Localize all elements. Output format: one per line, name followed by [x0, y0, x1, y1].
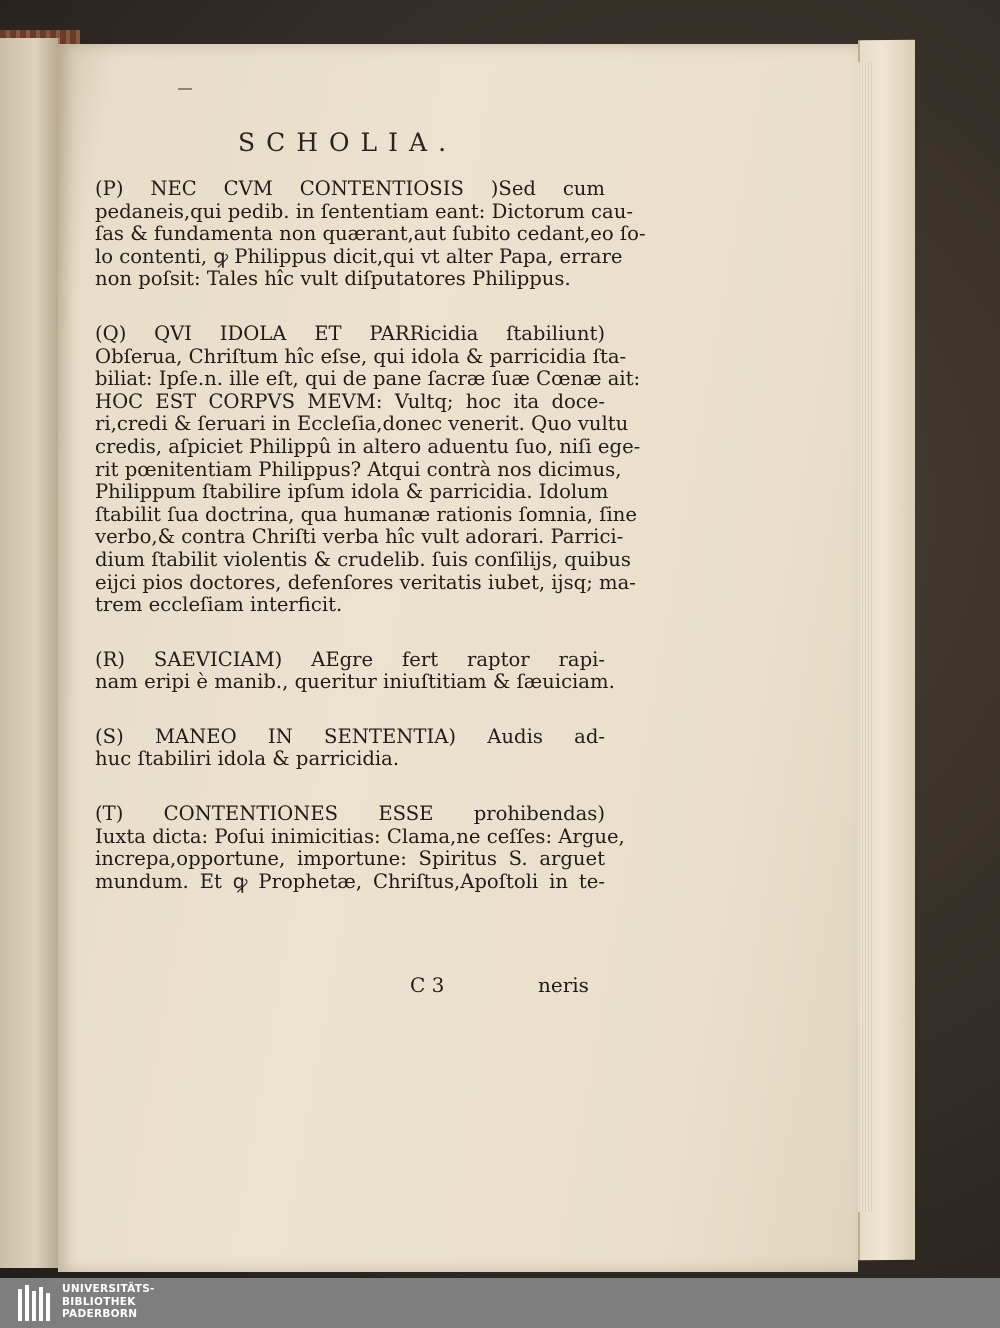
catchword: neris	[538, 973, 589, 997]
text-line: non poſsit: Tales hîc vult diſputatores Philippus.	[95, 267, 571, 291]
library-name-line: UNIVERSITÄTS-	[62, 1283, 155, 1295]
text-line: ſtabilit ſua doctrina, qua humanæ rationis ſomnia, ſine	[95, 502, 637, 526]
text-line: (Q) QVI IDOLA ET PARRicidia ſtabiliunt)	[95, 321, 605, 345]
text-line: (P) NEC CVM CONTENTIOSIS )Sed cum	[95, 177, 605, 200]
text-line: increpa,opportune, importune: Spiritus S. arguet	[95, 847, 605, 871]
text-line: ſas & fundamenta non quærant,aut ſubito cedant,eo ſo-	[95, 222, 646, 246]
text-line: trem eccleſiam interficit.	[95, 593, 343, 617]
text-line: HOC EST CORPVS MEVM: Vultq; hoc ita doce-	[95, 389, 605, 413]
library-name-line: BIBLIOTHEK	[62, 1295, 136, 1308]
text-line: huc ſtabiliri idola & parricidia.	[95, 747, 400, 771]
text-line: rit pœnitentiam Philippus? Atqui contrà nos dicimus,	[95, 457, 622, 481]
library-name	[62, 1283, 155, 1321]
text-line: ri,credi & ſeruari in Eccleſia,donec venerit. Quo vultu	[95, 412, 629, 436]
text-line: (T) CONTENTIONES ESSE prohibendas)	[95, 802, 605, 826]
text-line: eijci pios doctores, defenſores veritatis iubet, ijsq; ma-	[95, 570, 636, 594]
text-line: verbo,& contra Chriſti verba hîc vult adorari. Parrici-	[95, 525, 624, 549]
pencil-mark	[178, 88, 192, 90]
text-line: mundum. Et ꝙ Prophetæ, Chriſtus,Apoſtoli in te-	[95, 869, 605, 893]
text-line: (R) SAEVICIAM) AEgre fert raptor rapi-	[95, 647, 605, 671]
text-line: dium ſtabilit violentis & crudelib. ſuis conſilijs, quibus	[95, 547, 631, 571]
scholion-entry-q	[95, 321, 641, 617]
page-header: SCHOLIA.	[238, 128, 458, 157]
scholion-entry-r	[95, 647, 615, 694]
text-line: (S) MANEO IN SENTENTIA) Audis ad-	[95, 724, 605, 748]
library-name-line: PADERBORN	[62, 1308, 138, 1320]
scholion-entry-s	[95, 726, 605, 771]
text-line: lo contenti, ꝙ Philippus dicit,qui vt alter Papa, errare	[95, 244, 623, 268]
signature-mark: C 3	[410, 973, 445, 997]
library-logo-icon	[18, 1285, 52, 1321]
scholion-entry-p	[95, 177, 646, 291]
scholion-entry-t	[95, 802, 625, 893]
left-page-edge	[0, 38, 60, 1268]
page-text	[95, 177, 646, 893]
text-line: pedaneis,qui pedib. in ſententiam eant: Dictorum cau-	[95, 199, 633, 223]
library-footer	[0, 1278, 1000, 1328]
text-line: Philippum ſtabilire ipſum idola & parricidia. Idolum	[95, 480, 609, 504]
text-line: Obſerua, Chriſtum hîc eſse, qui idola & parricidia ſta-	[95, 344, 627, 368]
text-line: biliat: Ipſe.n. ille eſt, qui de pane ſacræ ſuæ Cœnæ ait:	[95, 367, 641, 391]
text-line: Iuxta dicta: Poſui inimicitias: Clama,ne ceſſes: Argue,	[95, 824, 625, 848]
text-line: nam eripi è manib., queritur iniuſtitiam & ſæuiciam.	[95, 670, 615, 694]
text-line: credis, aſpiciet Philippû in altero aduentu ſuo, niſi ege-	[95, 434, 641, 458]
